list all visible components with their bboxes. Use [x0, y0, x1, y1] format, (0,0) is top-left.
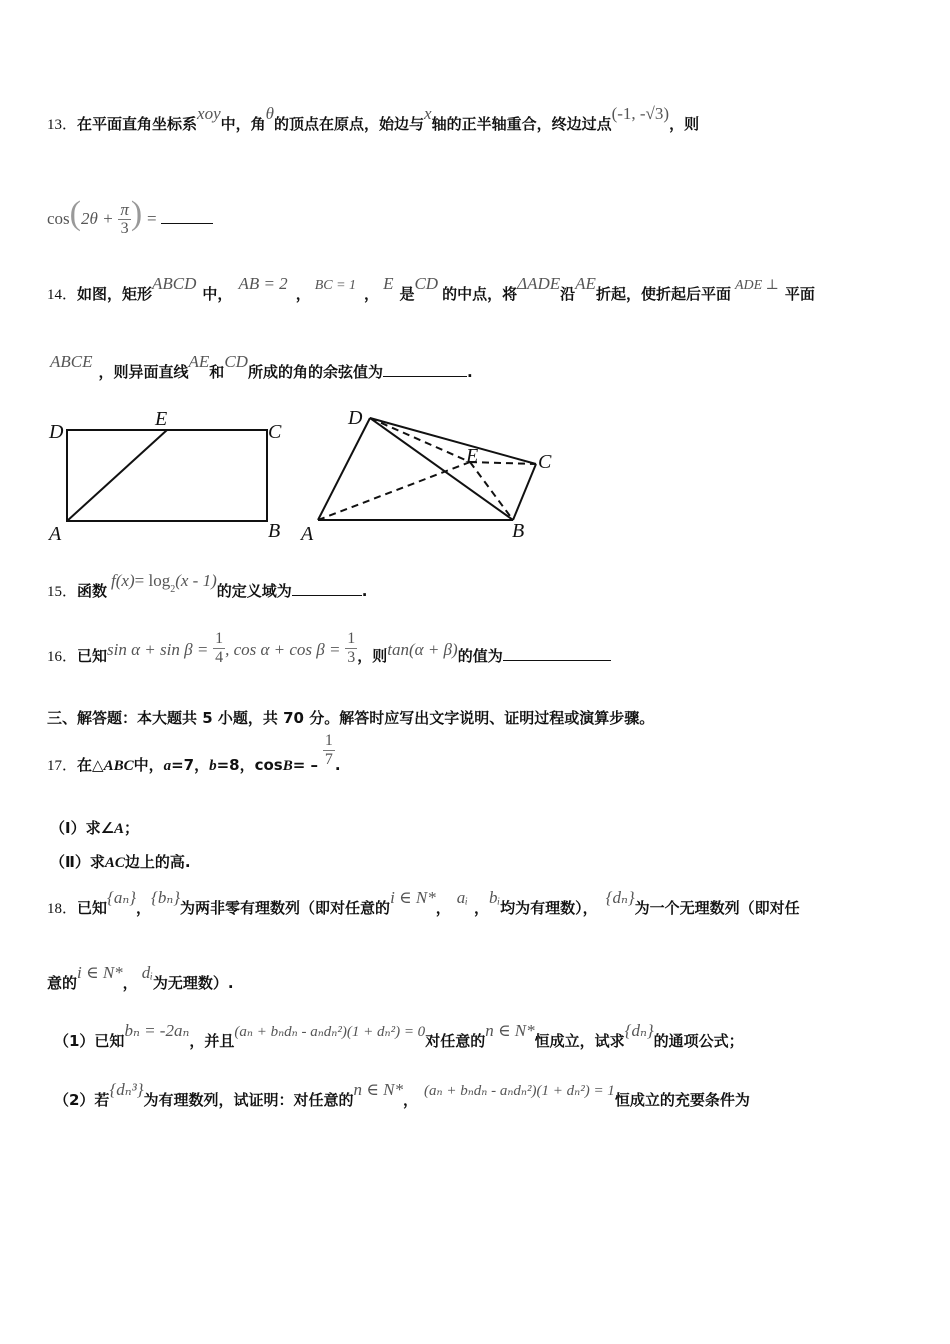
q17-b-value: =8，cos [216, 756, 283, 774]
q18-i-in-n: i ∈ N* [390, 888, 436, 907]
q14-line2 [50, 352, 473, 382]
q18-bi: bᵢ [488, 888, 501, 907]
q13-cos: cos [47, 209, 70, 228]
q17-period: . [334, 756, 341, 774]
q14-bc: BC = 1 [314, 278, 357, 293]
q13-x-axis: x [424, 104, 432, 123]
q16-frac-1-3 [345, 630, 357, 667]
q13-right-paren: ) [130, 195, 143, 232]
q18-text: 为一个无理数列（即对任 [634, 899, 800, 917]
q13-text: 在平面直角坐标系 [77, 115, 198, 133]
q18-comma: ， [473, 899, 489, 917]
q16-tan-expr: tan(α + β) [387, 640, 458, 659]
q14-rectangle-figure [47, 408, 282, 545]
q18-di: dᵢ [141, 963, 153, 982]
q15-f: f [111, 571, 116, 590]
q14-answer-blank[interactable] [383, 360, 467, 377]
label-c: C [538, 451, 552, 473]
q17-frac-1-7 [323, 732, 335, 769]
label-c: C [268, 421, 282, 443]
label-b: B [268, 520, 281, 542]
q18-text: 为无理数）. [152, 974, 234, 992]
q18-i-in-n: i ∈ N* [77, 963, 123, 982]
q14-ae: AE [188, 352, 210, 371]
q18-part2-equation: (aₙ + bₙdₙ - aₙdₙ²)(1 + dₙ²) = 1 [424, 1083, 615, 1099]
q18-comma: ， [136, 899, 152, 917]
q15-log: = log [134, 571, 171, 590]
segment-ec-dashed [470, 462, 536, 464]
q16-denominator: 4 [215, 649, 224, 666]
q14-triangle-ade: ΔADE [517, 274, 561, 293]
q16-line [47, 630, 611, 676]
segment-bc [513, 464, 536, 520]
label-a: A [301, 523, 314, 545]
q17-part2-label: （Ⅱ）求 [50, 853, 105, 871]
q18-seq-d: {dₙ} [605, 888, 635, 907]
q17-denominator: 7 [324, 751, 333, 768]
q15-argument: (x - 1) [175, 571, 217, 590]
q18-text: 为两非零有理数列（即对任意的 [180, 899, 391, 917]
q18-text: 已知 [77, 899, 108, 917]
q13-number: 13． [47, 117, 78, 133]
label-b: B [512, 520, 525, 542]
q18-text: 恒成立，试求 [534, 1032, 625, 1050]
q14-text: 平面 [784, 285, 815, 303]
q18-seq-d-cubed: {dₙ³} [109, 1080, 144, 1099]
q14-comma: ， [364, 285, 380, 303]
q18-part2-label: （2）若 [54, 1091, 110, 1109]
rectangle-abcd [67, 430, 267, 521]
q18-number: 18． [47, 901, 78, 917]
q14-text: 沿 [560, 285, 576, 303]
q18-n-in-n: n ∈ N* [485, 1021, 535, 1040]
q13-three: 3 [120, 220, 129, 237]
q18-text: ，并且 [189, 1032, 235, 1050]
segment-de-dashed [370, 418, 470, 462]
q13-text: 的顶点在原点，始边与 [274, 115, 425, 133]
q16-numerator: 1 [215, 630, 224, 647]
q16-text: ，则 [357, 647, 388, 665]
q14-plane-ade: ADE ⊥ [734, 278, 779, 293]
label-d: D [49, 421, 64, 443]
q18-n-in-n: n ∈ N* [353, 1080, 403, 1099]
q14-text: 所成的角的余弦值为 [247, 363, 383, 381]
q18-bn-equation: bₙ = -2aₙ [124, 1021, 190, 1040]
q15-text: 函数 [77, 582, 108, 600]
label-d: D [348, 407, 363, 429]
q17-part1-label: （Ⅰ）求∠ [50, 819, 115, 837]
q16-number: 16． [47, 649, 78, 665]
q18-seq-a: {aₙ} [107, 888, 137, 907]
q14-cd: CD [414, 274, 439, 293]
q17-angle-b: B [282, 758, 293, 774]
q17-text: 边上的高. [124, 853, 191, 871]
q13-equals: = [147, 209, 157, 228]
q17-numerator: 1 [324, 732, 333, 749]
q18-text: 恒成立的充要条件为 [614, 1091, 750, 1109]
q16-answer-blank[interactable] [503, 644, 611, 661]
q13-coord-system: xoy [197, 104, 221, 123]
q14-rect-abcd: ABCD [152, 274, 197, 293]
q14-number: 14． [47, 287, 78, 303]
q14-figures [40, 400, 580, 550]
q17-semicolon: ； [124, 819, 140, 837]
q18-text: 对任意的 [425, 1032, 486, 1050]
q14-e: E [383, 274, 394, 293]
q13-pi-over-3 [118, 201, 131, 238]
q15-fx: (x) [115, 571, 135, 590]
q14-folded-figure [299, 407, 552, 545]
q18-comma: ， [402, 1091, 418, 1109]
section-3-heading: 三、解答题：本大题共 5 小题，共 70 分。解答时应写出文字说明、证明过程或演算步骤。 [47, 709, 655, 727]
q18-ai: aᵢ [456, 888, 468, 907]
q14-text: 是 [399, 285, 415, 303]
q15-log-base: 2 [170, 584, 176, 595]
q14-ae: AE [575, 274, 596, 293]
q13-line1 [47, 104, 700, 135]
q14-text: 的中点，将 [442, 285, 518, 303]
q18-comma: ， [435, 899, 451, 917]
q18-text: 为有理数列，试证明：对任意的 [143, 1091, 354, 1109]
q13-answer-blank[interactable] [161, 207, 213, 224]
q17-number: 17． [47, 758, 78, 774]
q14-text: 如图，矩形 [77, 285, 153, 303]
q17-part1 [50, 818, 139, 839]
q16-frac-1-4 [213, 630, 225, 667]
q17-b: b [209, 758, 217, 774]
q17-triangle-abc: ABC [103, 758, 134, 774]
q18-line2 [47, 963, 234, 993]
q18-part2 [54, 1080, 750, 1111]
q15-text: 的定义域为 [216, 582, 292, 600]
q17-a-value: =7， [171, 756, 210, 774]
segment-eb-dashed [470, 462, 513, 520]
segment-ae-dashed [318, 462, 470, 520]
q16-text: 已知 [77, 647, 108, 665]
q15-answer-blank[interactable] [292, 579, 362, 596]
q17-text: 中， [133, 756, 164, 774]
q17-equals: = – [292, 756, 319, 774]
q14-comma: ， [295, 285, 311, 303]
q17-part2 [50, 852, 191, 873]
q18-text: 的通项公式； [653, 1032, 744, 1050]
q13-theta: θ [265, 104, 274, 123]
q18-text: 均为有理数）， [500, 899, 598, 917]
q16-sin-sum: sin α + sin β = [107, 640, 209, 659]
q13-point: (-1, -√3) [611, 104, 670, 123]
q18-line1 [47, 888, 800, 919]
q18-comma: ， [122, 974, 138, 992]
q13-inner: 2θ + [81, 209, 114, 228]
q18-seq-d: {dₙ} [624, 1021, 654, 1040]
q17-angle-a: A [114, 821, 125, 837]
q16-text: 的值为 [457, 647, 503, 665]
label-a: A [49, 523, 62, 545]
q18-part1 [54, 1021, 744, 1052]
q16-numerator: 1 [347, 630, 356, 647]
segment-ae [67, 430, 167, 521]
q17-side-ac: AC [104, 855, 125, 871]
label-e: E [466, 445, 479, 467]
q15-number: 15． [47, 584, 78, 600]
q14-text: 折起，使折起后平面 [595, 285, 731, 303]
q17-a: a [163, 758, 172, 774]
q17-line [47, 732, 341, 790]
q14-period: . [466, 363, 473, 381]
q13-left-paren: ( [69, 195, 81, 232]
segment-dc [370, 418, 536, 464]
q13-text: 中，角 [220, 115, 266, 133]
q14-plane-abce: ABCE [50, 352, 93, 371]
q15-line [47, 571, 368, 604]
q18-seq-b: {bₙ} [151, 888, 181, 907]
q13-text: 轴的正半轴重合，终边过点 [431, 115, 612, 133]
q16-cos-sum: , cos α + cos β = [225, 640, 341, 659]
q14-text: 中， [202, 285, 233, 303]
q17-text: 在△ [77, 756, 104, 774]
q18-text: 意的 [47, 974, 78, 992]
q13-pi: π [120, 200, 129, 219]
q14-ab: AB = 2 [238, 274, 288, 293]
q14-line1 [47, 274, 815, 306]
segment-ad [318, 418, 370, 520]
q15-period: . [361, 582, 368, 600]
q13-text: ，则 [669, 115, 700, 133]
q18-part1-label: （1）已知 [54, 1032, 125, 1050]
q18-part1-equation: (aₙ + bₙdₙ - aₙdₙ²)(1 + dₙ²) = 0 [234, 1024, 426, 1040]
q16-denominator: 3 [347, 649, 356, 666]
label-e: E [155, 408, 168, 430]
q14-text: 和 [209, 363, 225, 381]
segment-db [370, 418, 513, 520]
q13-expression [47, 194, 213, 238]
q14-cd: CD [224, 352, 248, 371]
q14-text: ，则异面直线 [98, 363, 189, 381]
